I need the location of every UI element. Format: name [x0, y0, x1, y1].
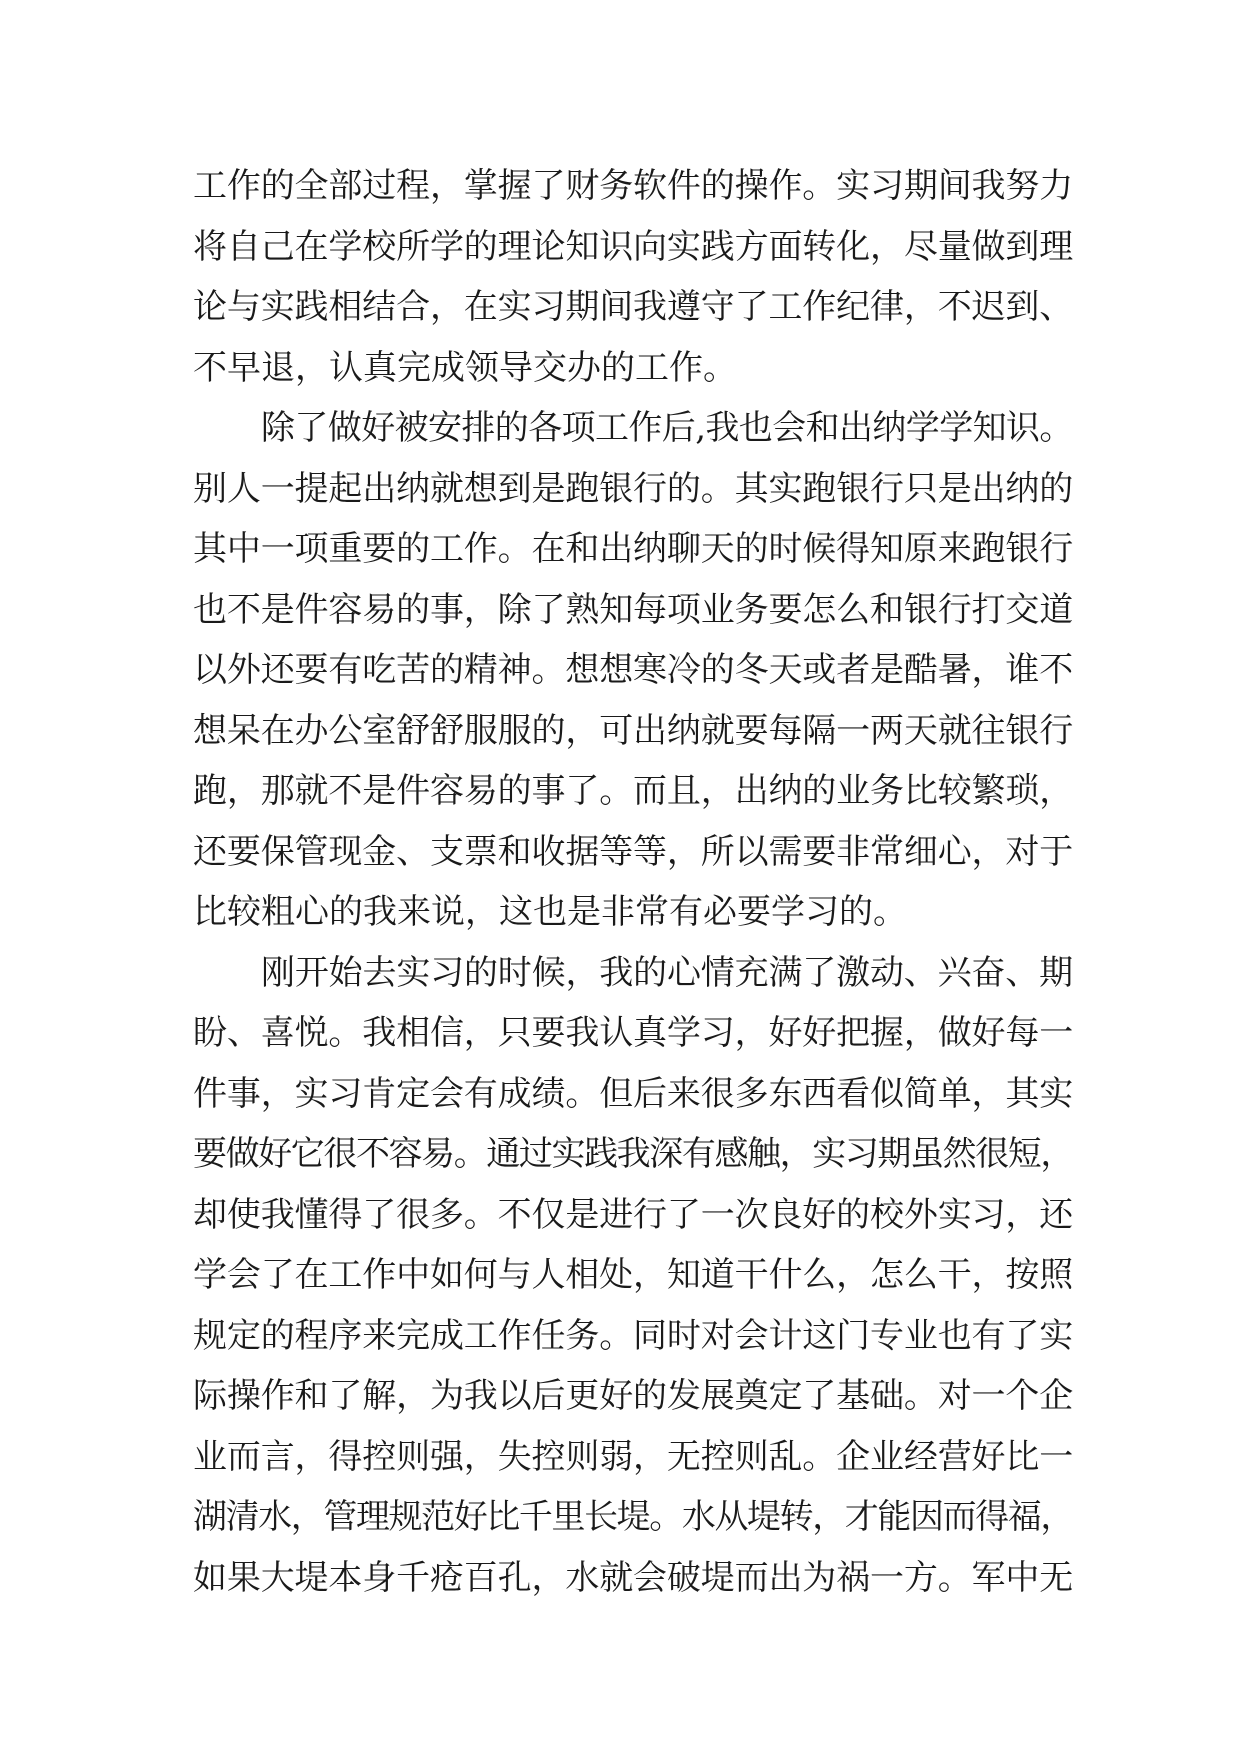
- text-line: 规定的程序来完成工作任务。同时对会计这门专业也有了实: [193, 1315, 1074, 1356]
- body-text: [193, 156, 1073, 1608]
- text-line: 还要保管现金、支票和收据等等，所以需要非常细心，对于: [193, 831, 1074, 872]
- text-line: 论与实践相结合，在实习期间我遵守了工作纪律，不迟到、: [193, 287, 1074, 327]
- text-line: 以外还要有吃苦的精神。想想寒冷的冬天或者是酷暑，谁不: [193, 650, 1074, 690]
- text-line: 其中一项重要的工作。在和出纳聊天的时候得知原来跑银行: [193, 529, 1074, 569]
- text-line: 业而言，得控则强，失控则弱，无控则乱。企业经营好比一: [193, 1436, 1074, 1477]
- text-line: 却使我懂得了很多。不仅是进行了一次良好的校外实习，还: [193, 1194, 1074, 1235]
- text-line: 工作的全部过程，掌握了财务软件的操作。实习期间我努力: [193, 166, 1074, 206]
- text-line: 盼、喜悦。我相信，只要我认真学习，好好把握，做好每一: [193, 1013, 1074, 1053]
- paragraph-first-line: 刚开始去实习的时候，我的心情充满了激动、兴奋、期: [261, 952, 1073, 993]
- text-line: 要做好它很不容易。通过实践我深有感触，实习期虽然很短，: [193, 1134, 1073, 1174]
- text-line: 件事，实习肯定会有成绩。但后来很多东西看似简单，其实: [193, 1073, 1074, 1114]
- text-line: 如果大堤本身千疮百孔，水就会破堤而出为祸一方。军中无: [193, 1557, 1074, 1598]
- text-line: 将自己在学校所学的理论知识向实践方面转化，尽量做到理: [193, 226, 1074, 267]
- text-line: 学会了在工作中如何与人相处，知道干什么，怎么干，按照: [193, 1255, 1074, 1295]
- paragraph-first-line: 除了做好被安排的各项工作后,我也会和出纳学学知识。: [261, 408, 1073, 448]
- text-line: 际操作和了解，为我以后更好的发展奠定了基础。对一个企: [193, 1376, 1074, 1416]
- text-line: 想呆在办公室舒舒服服的，可出纳就要每隔一两天就往银行: [193, 710, 1074, 751]
- text-line: 跑，那就不是件容易的事了。而且，出纳的业务比较繁琐，: [193, 771, 1074, 811]
- text-line: 也不是件容易的事，除了熟知每项业务要怎么和银行打交道: [193, 589, 1074, 630]
- text-line: 湖清水，管理规范好比千里长堤。水从堤转，才能因而得福，: [193, 1497, 1073, 1537]
- text-line: 不早退，认真完成领导交办的工作。: [193, 347, 737, 388]
- text-line: 别人一提起出纳就想到是跑银行的。其实跑银行只是出纳的: [193, 468, 1074, 509]
- text-line: 比较粗心的我来说，这也是非常有必要学习的。: [193, 892, 907, 932]
